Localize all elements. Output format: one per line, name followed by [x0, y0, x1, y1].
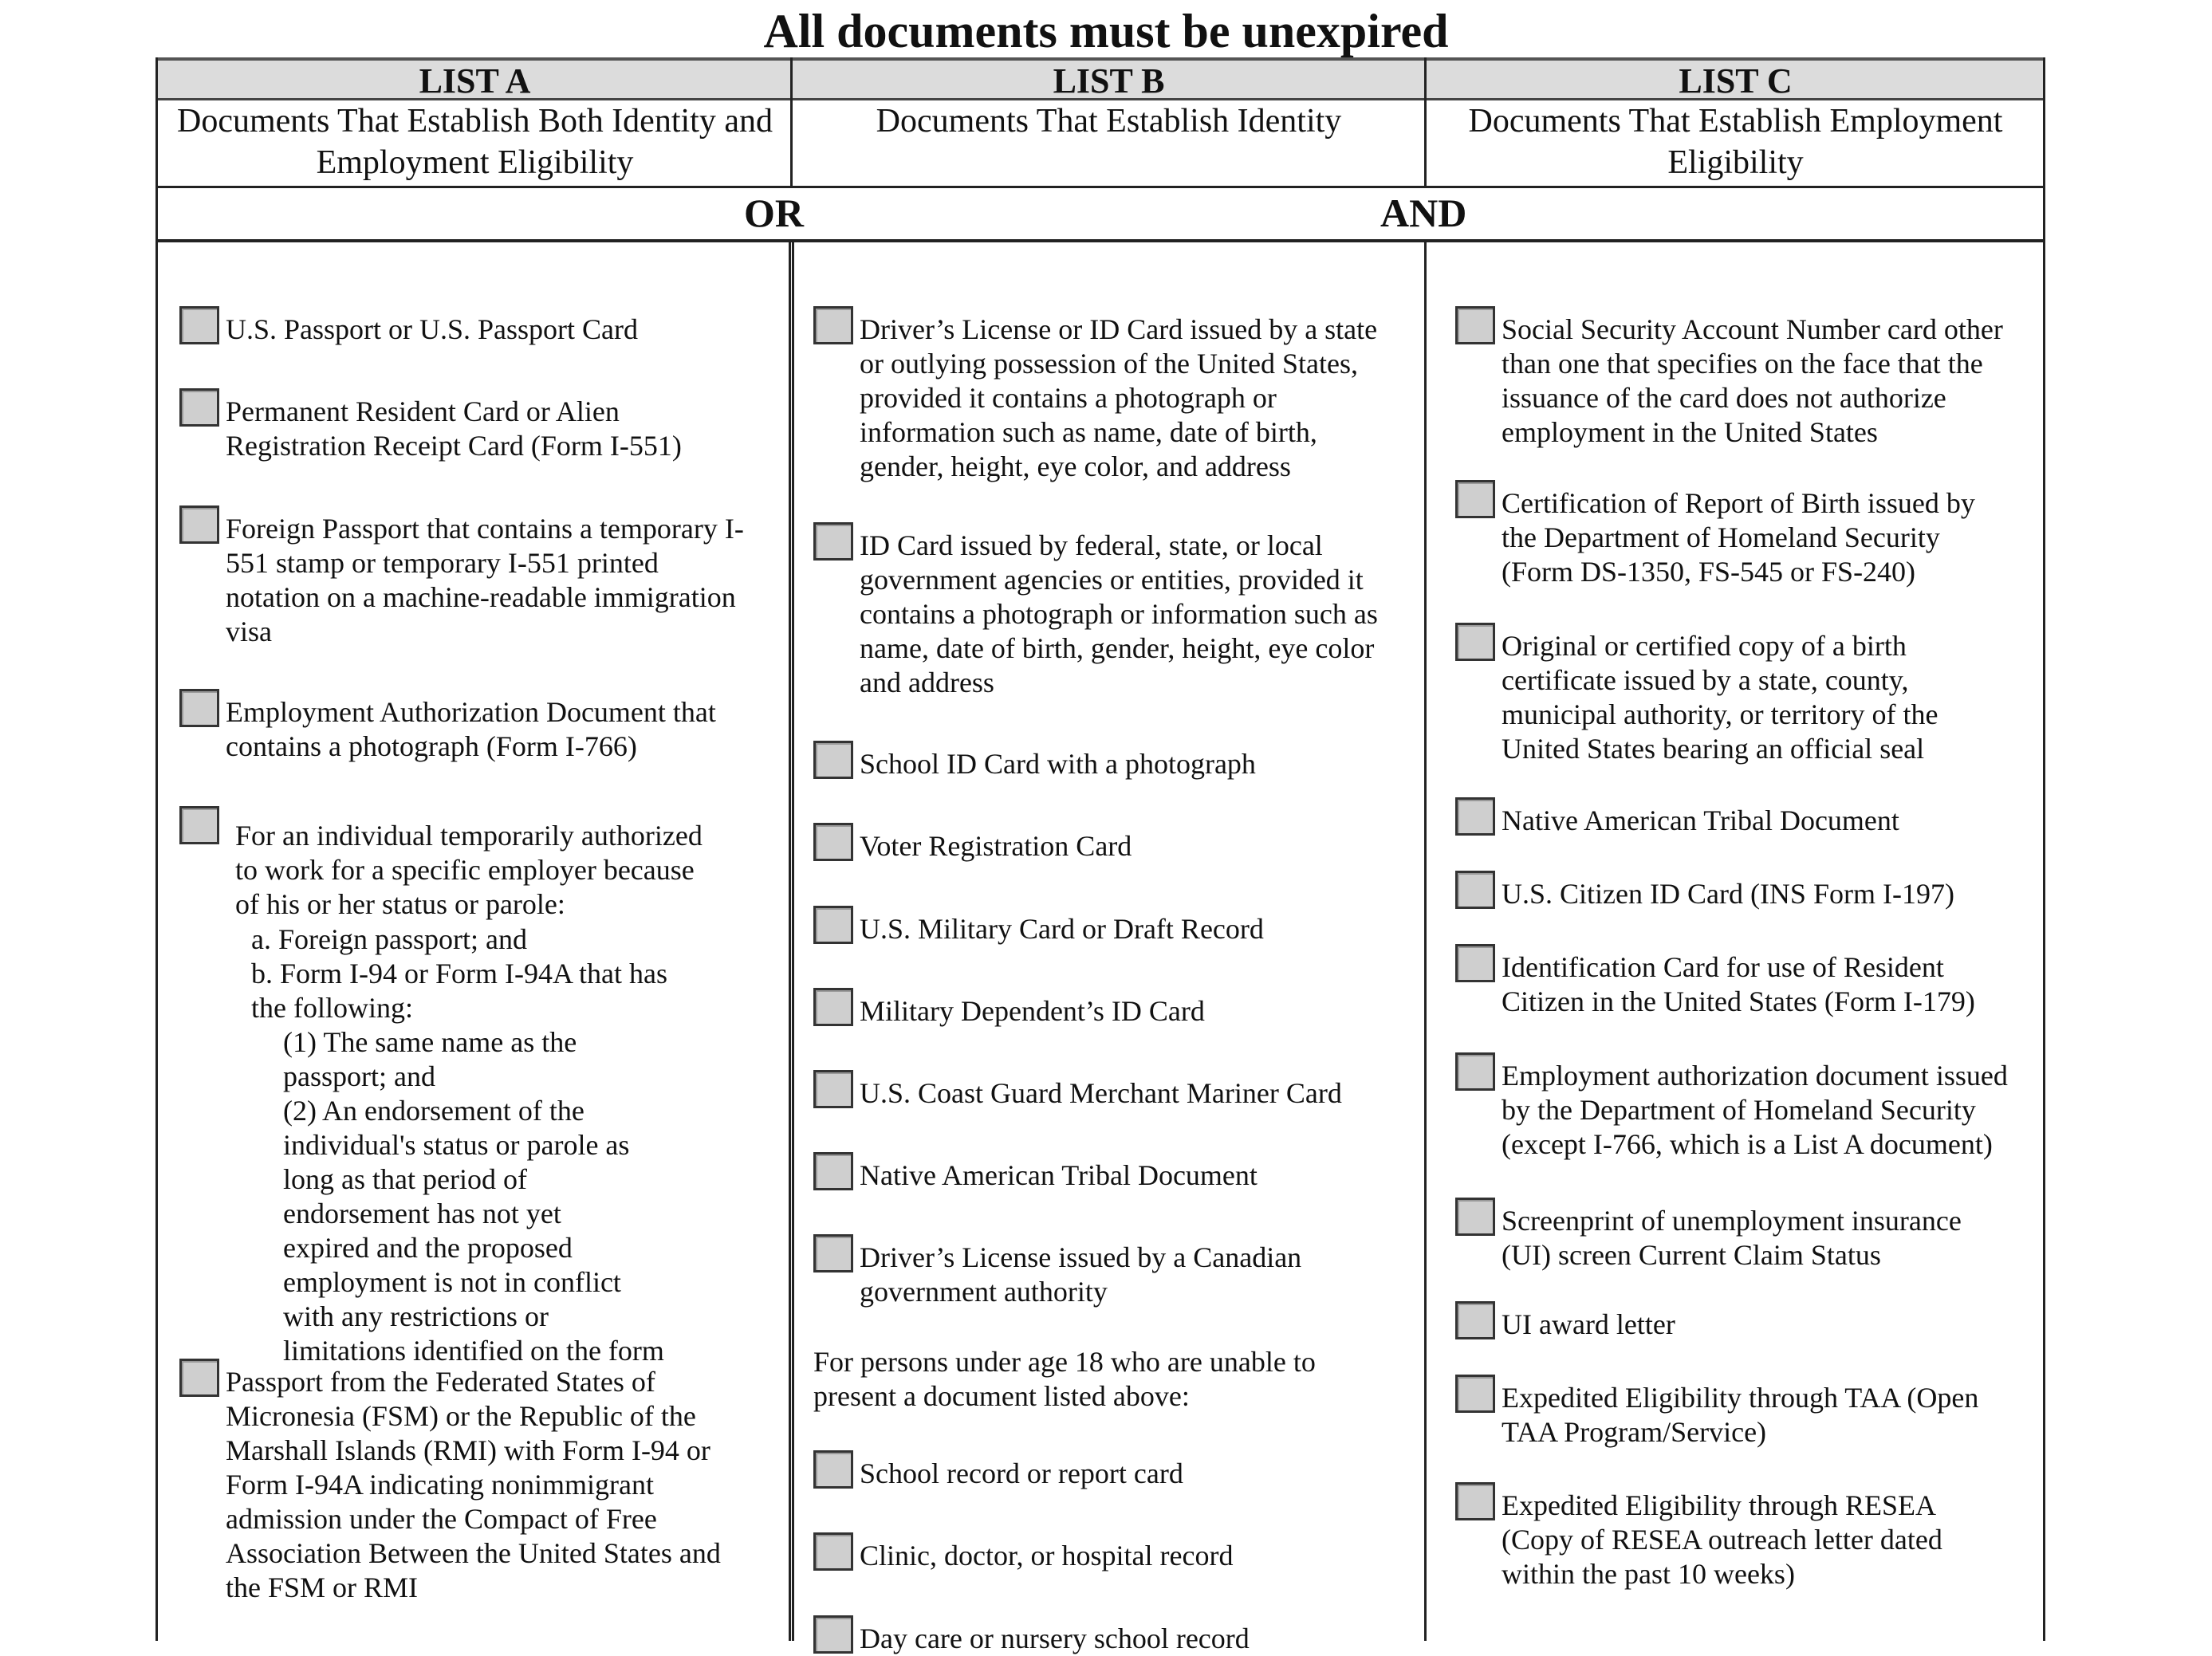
- item-label: Certification of Report of Birth issued by the Department of Homeland Security (Form DS-1350, FS-545 or FS-240): [1502, 487, 1975, 588]
- list-a-description: Documents That Establish Both Identity and Employment Eligibility: [177, 103, 773, 181]
- item-label: Original or certified copy of a birth certificate issued by a state, county, municipal authority, or territory of the United States bearing an official seal: [1502, 630, 1938, 765]
- list-c-column: [1455, 242, 2045, 1641]
- checkbox[interactable]: [1455, 1375, 1495, 1413]
- checkbox[interactable]: [813, 1152, 853, 1190]
- checkbox[interactable]: [179, 306, 219, 344]
- list-a-column: [179, 242, 777, 1641]
- checkbox[interactable]: [179, 806, 219, 844]
- item-label: Day care or nursery school record: [860, 1623, 1250, 1654]
- checkbox[interactable]: [813, 1234, 853, 1272]
- item-label: Expedited Eligibility through TAA (Open TAA Program/Service): [1502, 1382, 1979, 1448]
- divider: [1424, 242, 1427, 1641]
- item-label: U.S. Citizen ID Card (INS Form I-197): [1502, 878, 1954, 910]
- checkbox[interactable]: [1455, 480, 1495, 518]
- page-title: All documents must be unexpired: [763, 5, 1449, 57]
- item-label: Permanent Resident Card or Alien Registration Receipt Card (Form I-551): [226, 395, 682, 462]
- checkbox[interactable]: [813, 823, 853, 861]
- conjunction-row: [158, 188, 2043, 242]
- item-label: Voter Registration Card: [860, 830, 1132, 862]
- list-c-header: LIST C: [1679, 61, 1793, 100]
- divider: [789, 242, 794, 1641]
- checkbox[interactable]: [1455, 1052, 1495, 1091]
- or-label: OR: [744, 191, 804, 235]
- sub-item-1: (1) The same name as the passport; and: [283, 1026, 577, 1092]
- item-label: Driver’s License issued by a Canadian government authority: [860, 1241, 1302, 1308]
- checkbox[interactable]: [1455, 623, 1495, 661]
- item-label: Native American Tribal Document: [860, 1159, 1258, 1191]
- checkbox[interactable]: [1455, 871, 1495, 909]
- divider: [1424, 57, 1427, 188]
- item-label: School record or report card: [860, 1457, 1183, 1489]
- checkbox[interactable]: [1455, 306, 1495, 344]
- item-label: Identification Card for use of Resident Citizen in the United States (Form I-179): [1502, 951, 1975, 1017]
- item-label: Native American Tribal Document: [1502, 804, 1899, 836]
- item-label: Employment Authorization Document that contains a photograph (Form I-766): [226, 696, 716, 762]
- list-description-row: [158, 100, 2043, 188]
- item-label: UI award letter: [1502, 1308, 1675, 1340]
- checkbox[interactable]: [813, 988, 853, 1026]
- checkbox[interactable]: [813, 1450, 853, 1489]
- checkbox[interactable]: [813, 1615, 853, 1654]
- item-label: Clinic, doctor, or hospital record: [860, 1540, 1234, 1571]
- item-label: Social Security Account Number card other than one that specifies on the face that the issuance of the card does not authorize employment in the United States: [1502, 313, 2003, 448]
- item-label: School ID Card with a photograph: [860, 748, 1256, 780]
- list-b-header: LIST B: [1053, 61, 1165, 100]
- item-label: Driver’s License or ID Card issued by a state or outlying possession of the United States, provided it contains a photograph or information such as name, date of birth, gender, height, eye color, and address: [860, 313, 1378, 482]
- checkbox[interactable]: [1455, 1301, 1495, 1339]
- divider: [790, 57, 793, 188]
- checkbox[interactable]: [813, 1070, 853, 1108]
- list-a-header: LIST A: [419, 61, 531, 100]
- item-label: U.S. Passport or U.S. Passport Card: [226, 313, 639, 345]
- item-label: Employment authorization document issued by the Department of Homeland Security (except I-766, which is a List A document): [1502, 1060, 2008, 1160]
- list-header-row: [158, 57, 2043, 100]
- item-label: Military Dependent’s ID Card: [860, 995, 1205, 1027]
- checkbox[interactable]: [813, 741, 853, 779]
- checkbox[interactable]: [1455, 944, 1495, 982]
- item-label: Foreign Passport that contains a temporary I- 551 stamp or temporary I-551 printed notation on a machine-readable immigration visa: [226, 513, 744, 647]
- item-label: Passport from the Federated States of Micronesia (FSM) or the Republic of the Marshall Islands (RMI) with Form I-94 or Form I-94A indicating nonimmigrant admission under the Compact of Free Association Between the United States and the FSM or RMI: [226, 1366, 721, 1603]
- item-label: U.S. Military Card or Draft Record: [860, 913, 1264, 945]
- minor-note: For persons under age 18 who are unable to present a document listed above:: [813, 1346, 1316, 1412]
- checkbox[interactable]: [813, 522, 853, 561]
- sub-item-b: b. Form I-94 or Form I-94A that has the following:: [251, 958, 667, 1024]
- item-label: U.S. Coast Guard Merchant Mariner Card: [860, 1077, 1342, 1109]
- item-label: Expedited Eligibility through RESEA (Copy of RESEA outreach letter dated within the past 10 weeks): [1502, 1489, 1942, 1590]
- and-label: AND: [1380, 191, 1467, 235]
- checkbox[interactable]: [813, 906, 853, 944]
- checkbox[interactable]: [179, 388, 219, 427]
- sub-item-2: (2) An endorsement of the individual's status or parole as long as that period of endorsement has not yet expired and the proposed employment is not in conflict with any restrictions or limitations identified on the form: [283, 1095, 664, 1367]
- list-c-description: Documents That Establish Employment Eligibility: [1468, 103, 2003, 181]
- checkbox[interactable]: [1455, 1482, 1495, 1520]
- checkbox[interactable]: [813, 306, 853, 344]
- checkbox[interactable]: [179, 689, 219, 727]
- checkbox[interactable]: [179, 505, 219, 544]
- document-lists-table: [155, 57, 2045, 1654]
- checkbox[interactable]: [179, 1359, 219, 1397]
- list-b-column: [813, 242, 1419, 1654]
- checkbox[interactable]: [813, 1532, 853, 1571]
- item-label: ID Card issued by federal, state, or local government agencies or entities, provided it contains a photograph or information such as name, date of birth, gender, height, eye color and address: [860, 529, 1378, 698]
- sub-item-a: a. Foreign passport; and: [251, 923, 527, 955]
- item-label: Screenprint of unemployment insurance (UI) screen Current Claim Status: [1502, 1205, 1962, 1271]
- checkbox[interactable]: [1455, 797, 1495, 836]
- list-b-description: Documents That Establish Identity: [876, 103, 1342, 140]
- item-label: For an individual temporarily authorized to work for a specific employer because of his or her status or parole:: [235, 820, 703, 920]
- checkbox[interactable]: [1455, 1198, 1495, 1236]
